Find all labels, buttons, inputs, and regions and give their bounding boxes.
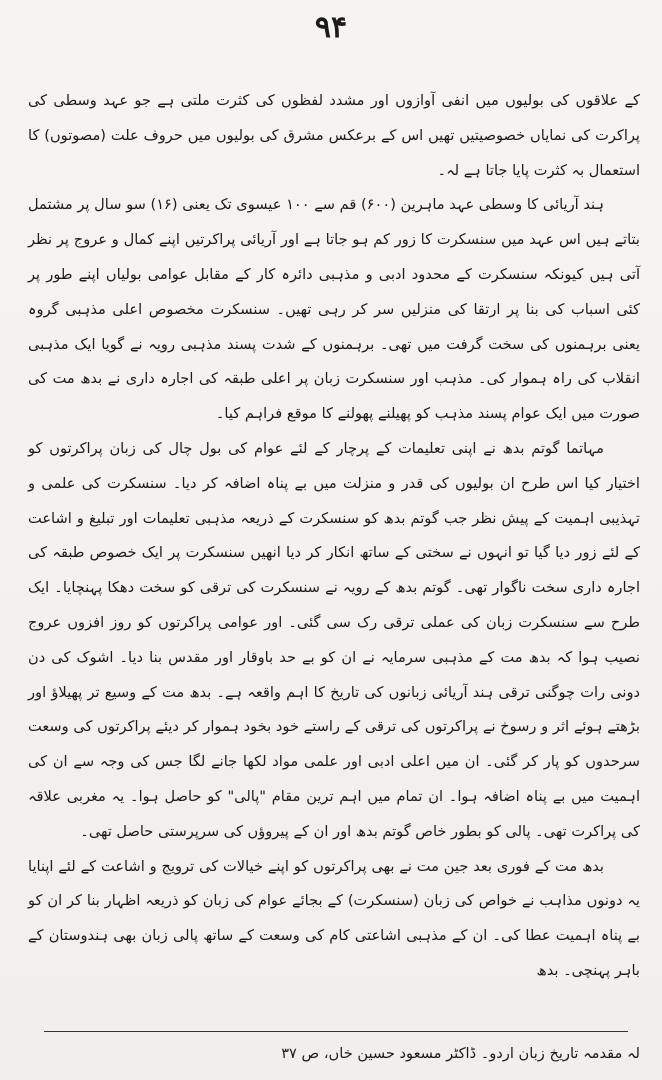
- body-text: [28, 84, 640, 989]
- paragraph-1: کے علاقوں کی بولیوں میں انفی آوازوں اور مشدد لفظوں کی کثرت ملتی ہے جو عہد وسطی کی پراکرت کی نمایاں خصوصیتیں تھیں اس کے برعکس مشرق کی بولیوں میں حروف علت (مصوتوں) کا استعمال بہ کثرت پایا جاتا ہے لہ۔: [28, 92, 640, 179]
- page-number: ۹۴: [314, 10, 348, 45]
- paragraph-4: بدھ مت کے فوری بعد جین مت نے بھی پراکرتوں کو اپنے خیالات کی ترویج و اشاعت کے لئے اپنایا یہ دونوں مذاہب نے خواص کی زبان (سنسکرت) کے بجائے عوام کی زبان کو ذریعہ اظہار بنا کر ان کو بے پناہ اہمیت عطا کی۔ ان کے مذہبی اشاعتی کام کی وسعت کے ساتھ پالی زبان بھی ہندوستان کے باہر پہنچی۔ بدھ: [28, 857, 640, 979]
- paragraph-2: ہند آریائی کا وسطی عہد ماہرین (۶۰۰) قم سے ۱۰۰ عیسوی تک یعنی (۱۶) سو سال پر مشتمل بتاتے ہیں اس عہد میں سنسکرت کا زور کم ہو جاتا ہے اور آریائی پراکرتیں اپنے کمال و عروج پر نظر آتی ہیں کیونکہ سنسکرت کے محدود ادبی و مذہبی دائرہ کار کے مقابل عوامی بولیاں اپنے طور پر کئی اسباب کی بنا پر ارتقا کی منزلیں سر کر رہی تھیں۔ سنسکرت مخصوص اعلی مذہبی گروہ یعنی برہمنوں کی سخت گرفت میں تھی۔ برہمنوں کے شدت پسند مذہبی رویہ نے گویا ایک مذہبی انقلاب کی راہ ہموار کی۔ مذہب اور سنسکرت زبان پر اعلی طبقہ کی اجارہ داری نے بدھ مت کی صورت میں ایک عوام پسند مذہب کو پھیلنے پھولنے کا موقع فراہم کیا۔: [28, 196, 640, 423]
- footnote-divider: [44, 1031, 628, 1032]
- footnote: لہ مقدمہ تاریخ زبان اردو۔ ڈاکٹر مسعود حسین خاں، ص ۳۷: [281, 1045, 640, 1062]
- paragraph-3: مہاتما گوتم بدھ نے اپنی تعلیمات کے پرچار کے لئے عوام کی بول چال کی زبان پراکرتوں کو اختیار کیا اس طرح ان بولیوں کی قدر و منزلت میں بے پناہ اضافہ کر دیا۔ سنسکرت کی علمی و تہذیبی اہمیت کے پیش نظر جب گوتم بدھ کو سنسکرت کے ذریعہ مذہبی تعلیمات اور تبلیغ و اشاعت کے لئے زور دیا گیا تو انہوں نے سختی کے ساتھ انکار کر دیا انھیں سنسکرت پر ایک خصوص طبقہ کی اجارہ داری سخت ناگوار تھی۔ گوتم بدھ کے رویہ نے سنسکرت کی ترقی کو سخت دھکا پہنچایا۔ ایک طرح سے سنسکرت زبان کی عملی ترقی رک سی گئی۔ اور عوامی پراکرتوں کو روز افزوں عروج نصیب ہوا کہ بدھ مت کے مذہبی سرمایہ نے ان کو بے حد باوقار اور مقدس بنا دیا۔ اشوک کی دن دونی رات چوگنی ترقی ہند آریائی زبانوں کی تاریخ کا اہم واقعہ ہے۔ بدھ مت کے وسیع تر پھیلاؤ اور بڑھتے ہوئے اثر و رسوخ نے پراکرتوں کی ترقی کے راستے خود بخود ہموار کر دیئے پراکرتوں کی وسعت سرحدوں کو پار کر گئی۔ ان میں اعلی ادبی اور علمی مواد لکھا جانے لگا جس کی وجہ سے ان کی اہمیت میں بے پناہ اضافہ ہوا۔ ان تمام میں اہم ترین مقام "پالی" کو حاصل ہوا۔ یہ مغربی علاقہ کی پراکرت تھی۔ پالی کو بطور خاص گوتم بدھ اور ان کے پیروؤں کی سرپرستی حاصل تھی۔: [28, 439, 640, 840]
